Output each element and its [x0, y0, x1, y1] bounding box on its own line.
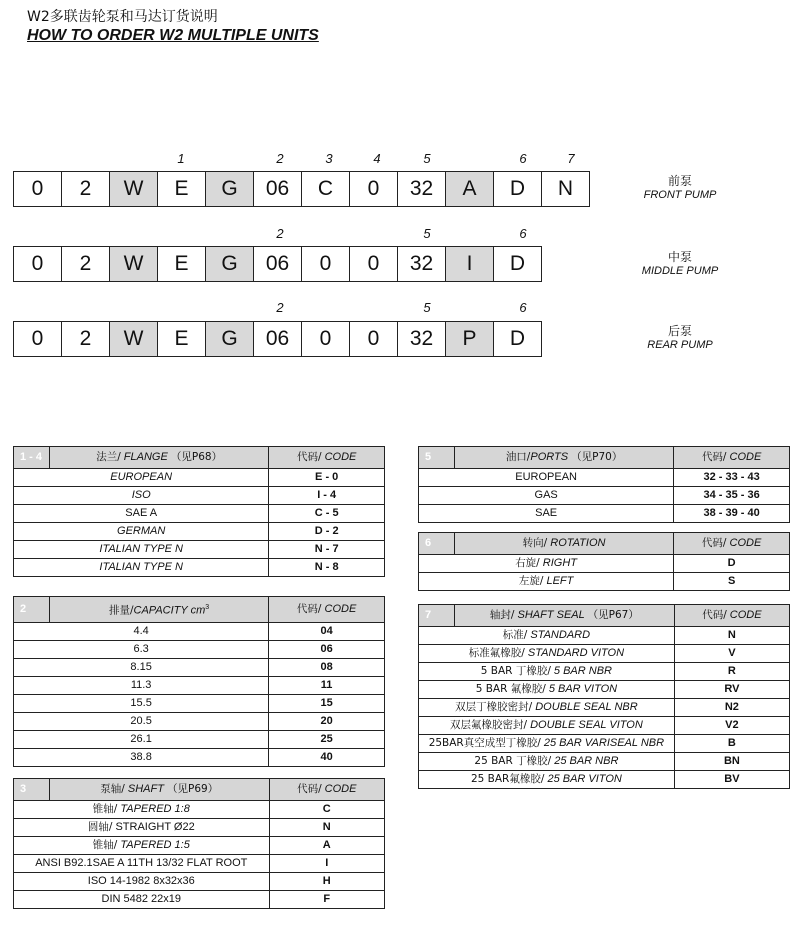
table-row: 6.3 06 — [14, 640, 385, 658]
title-english: HOW TO ORDER W2 MULTIPLE UNITS — [27, 27, 319, 44]
table-row: ANSI B92.1SAE A 11TH 13/32 FLAT ROOT I — [14, 855, 385, 873]
table-title: 法兰/ FLANGE （见P68） — [49, 447, 268, 469]
table-row: 5 BAR 丁橡胶/ 5 BAR NBR R — [419, 663, 790, 681]
table-row: 20.5 20 — [14, 712, 385, 730]
code-cell: 06 — [254, 172, 302, 206]
code-cell: 2 — [62, 322, 110, 356]
table-row: 标准氟橡胶/ STANDARD VITON V — [419, 645, 790, 663]
pump-label-en: FRONT PUMP — [643, 189, 717, 201]
middle-pump-code-strip — [13, 246, 542, 282]
code-cell: 0 — [350, 172, 398, 206]
code-header: 代码/ CODE — [674, 447, 790, 469]
table-row: 11.3 11 — [14, 676, 385, 694]
code-header: 代码/ CODE — [269, 447, 385, 469]
position-number: 2 — [276, 226, 284, 241]
code-cell: 06 — [254, 247, 302, 281]
position-number: 6 — [519, 300, 527, 315]
table-row: 锥轴/ TAPERED 1:5 A — [14, 837, 385, 855]
section-badge: 2 — [14, 597, 50, 623]
table-row: 15.5 15 — [14, 694, 385, 712]
code-cell: W — [110, 247, 158, 281]
code-cell: G — [206, 247, 254, 281]
code-cell: D — [494, 247, 542, 281]
code-cell: 0 — [302, 247, 350, 281]
position-number: 5 — [423, 226, 431, 241]
table-row: EUROPEAN E - 0 — [14, 469, 385, 487]
code-cell: 2 — [62, 172, 110, 206]
position-number: 5 — [423, 151, 431, 166]
pump-label-en: REAR PUMP — [647, 339, 713, 351]
shaft-table — [13, 778, 385, 909]
code-cell: G — [206, 322, 254, 356]
table-row: SAE 38 - 39 - 40 — [419, 505, 790, 523]
table-row: 25 BAR氟橡胶/ 25 BAR VITON BV — [419, 771, 790, 789]
code-header: 代码/ CODE — [269, 779, 384, 801]
code-cell: 2 — [62, 247, 110, 281]
position-number: 3 — [325, 151, 333, 166]
flange-table — [13, 446, 385, 577]
code-cell: 06 — [254, 322, 302, 356]
position-number: 7 — [567, 151, 575, 166]
table-row: GERMAN D - 2 — [14, 523, 385, 541]
code-cell: D — [494, 322, 542, 356]
section-badge: 6 — [419, 533, 455, 555]
front-pump-label — [630, 172, 730, 201]
code-cell: 0 — [350, 247, 398, 281]
section-badge: 3 — [14, 779, 50, 801]
table-row: 锥轴/ TAPERED 1:8 C — [14, 801, 385, 819]
middle-pump-label — [630, 248, 730, 277]
table-title: 轴封/ SHAFT SEAL （见P67） — [454, 605, 674, 627]
code-cell: E — [158, 172, 206, 206]
table-row: ISO I - 4 — [14, 487, 385, 505]
code-cell: P — [446, 322, 494, 356]
section-badge: 1 - 4 — [14, 447, 50, 469]
table-title: 排量/CAPACITY $cm^3$ — [49, 597, 268, 623]
code-cell: W — [110, 172, 158, 206]
position-number: 6 — [519, 151, 527, 166]
table-row: GAS 34 - 35 - 36 — [419, 487, 790, 505]
section-badge: 5 — [419, 447, 455, 469]
front-pump-code-strip — [13, 171, 590, 207]
code-cell: N — [542, 172, 590, 206]
capacity-table — [13, 596, 385, 767]
code-cell: W — [110, 322, 158, 356]
table-row: 25 BAR 丁橡胶/ 25 BAR NBR BN — [419, 753, 790, 771]
table-row: 双层氟橡胶密封/ DOUBLE SEAL VITON V2 — [419, 717, 790, 735]
code-cell: 0 — [350, 322, 398, 356]
code-cell: 0 — [14, 247, 62, 281]
table-row: SAE A C - 5 — [14, 505, 385, 523]
table-row: 双层丁橡胶密封/ DOUBLE SEAL NBR N2 — [419, 699, 790, 717]
table-row: 圆轴/ STRAIGHT Ø22 N — [14, 819, 385, 837]
code-cell: G — [206, 172, 254, 206]
code-cell: 32 — [398, 247, 446, 281]
table-row: 5 BAR 氟橡胶/ 5 BAR VITON RV — [419, 681, 790, 699]
code-cell: 0 — [14, 322, 62, 356]
code-cell: 32 — [398, 172, 446, 206]
ports-table — [418, 446, 790, 523]
rear-pump-label — [630, 322, 730, 351]
table-row: 8.15 08 — [14, 658, 385, 676]
table-title: 泵轴/ SHAFT （见P69） — [49, 779, 269, 801]
code-cell: 32 — [398, 322, 446, 356]
table-row: 25BAR真空成型丁橡胶/ 25 BAR VARISEAL NBR B — [419, 735, 790, 753]
shaft-seal-table — [418, 604, 790, 789]
table-row: ITALIAN TYPE N N - 8 — [14, 559, 385, 577]
position-number: 1 — [177, 151, 185, 166]
table-row: 左旋/ LEFT S — [419, 573, 790, 591]
code-header: 代码/ CODE — [269, 597, 385, 623]
pump-label-cn: 中泵 — [667, 250, 692, 264]
table-title: 油口/PORTS （见P70） — [454, 447, 673, 469]
table-row: 标准/ STANDARD N — [419, 627, 790, 645]
code-header: 代码/ CODE — [674, 533, 790, 555]
code-cell: 0 — [302, 322, 350, 356]
table-row: 右旋/ RIGHT D — [419, 555, 790, 573]
table-row: DIN 5482 22x19 F — [14, 891, 385, 909]
table-row: ITALIAN TYPE N N - 7 — [14, 541, 385, 559]
pump-label-en: MIDDLE PUMP — [641, 265, 719, 277]
table-row: 4.4 04 — [14, 622, 385, 640]
code-cell: E — [158, 322, 206, 356]
code-cell: A — [446, 172, 494, 206]
table-title: 转向/ ROTATION — [454, 533, 673, 555]
code-cell: D — [494, 172, 542, 206]
pump-label-cn: 前泵 — [667, 174, 692, 188]
position-number: 6 — [519, 226, 527, 241]
table-row: EUROPEAN 32 - 33 - 43 — [419, 469, 790, 487]
code-cell: I — [446, 247, 494, 281]
table-row: ISO 14-1982 8x32x36 H — [14, 873, 385, 891]
position-number: 5 — [423, 300, 431, 315]
table-row: 26.1 25 — [14, 730, 385, 748]
rear-pump-code-strip — [13, 321, 542, 357]
position-number: 2 — [276, 300, 284, 315]
code-header: 代码/ CODE — [674, 605, 789, 627]
pump-label-cn: 后泵 — [667, 324, 692, 338]
rotation-table — [418, 532, 790, 591]
code-cell: E — [158, 247, 206, 281]
position-number: 4 — [373, 151, 381, 166]
code-cell: 0 — [14, 172, 62, 206]
section-badge: 7 — [419, 605, 455, 627]
title-chinese: W2多联齿轮泵和马达订货说明 — [27, 9, 218, 25]
position-number: 2 — [276, 151, 284, 166]
code-cell: C — [302, 172, 350, 206]
table-row: 38.8 40 — [14, 748, 385, 766]
